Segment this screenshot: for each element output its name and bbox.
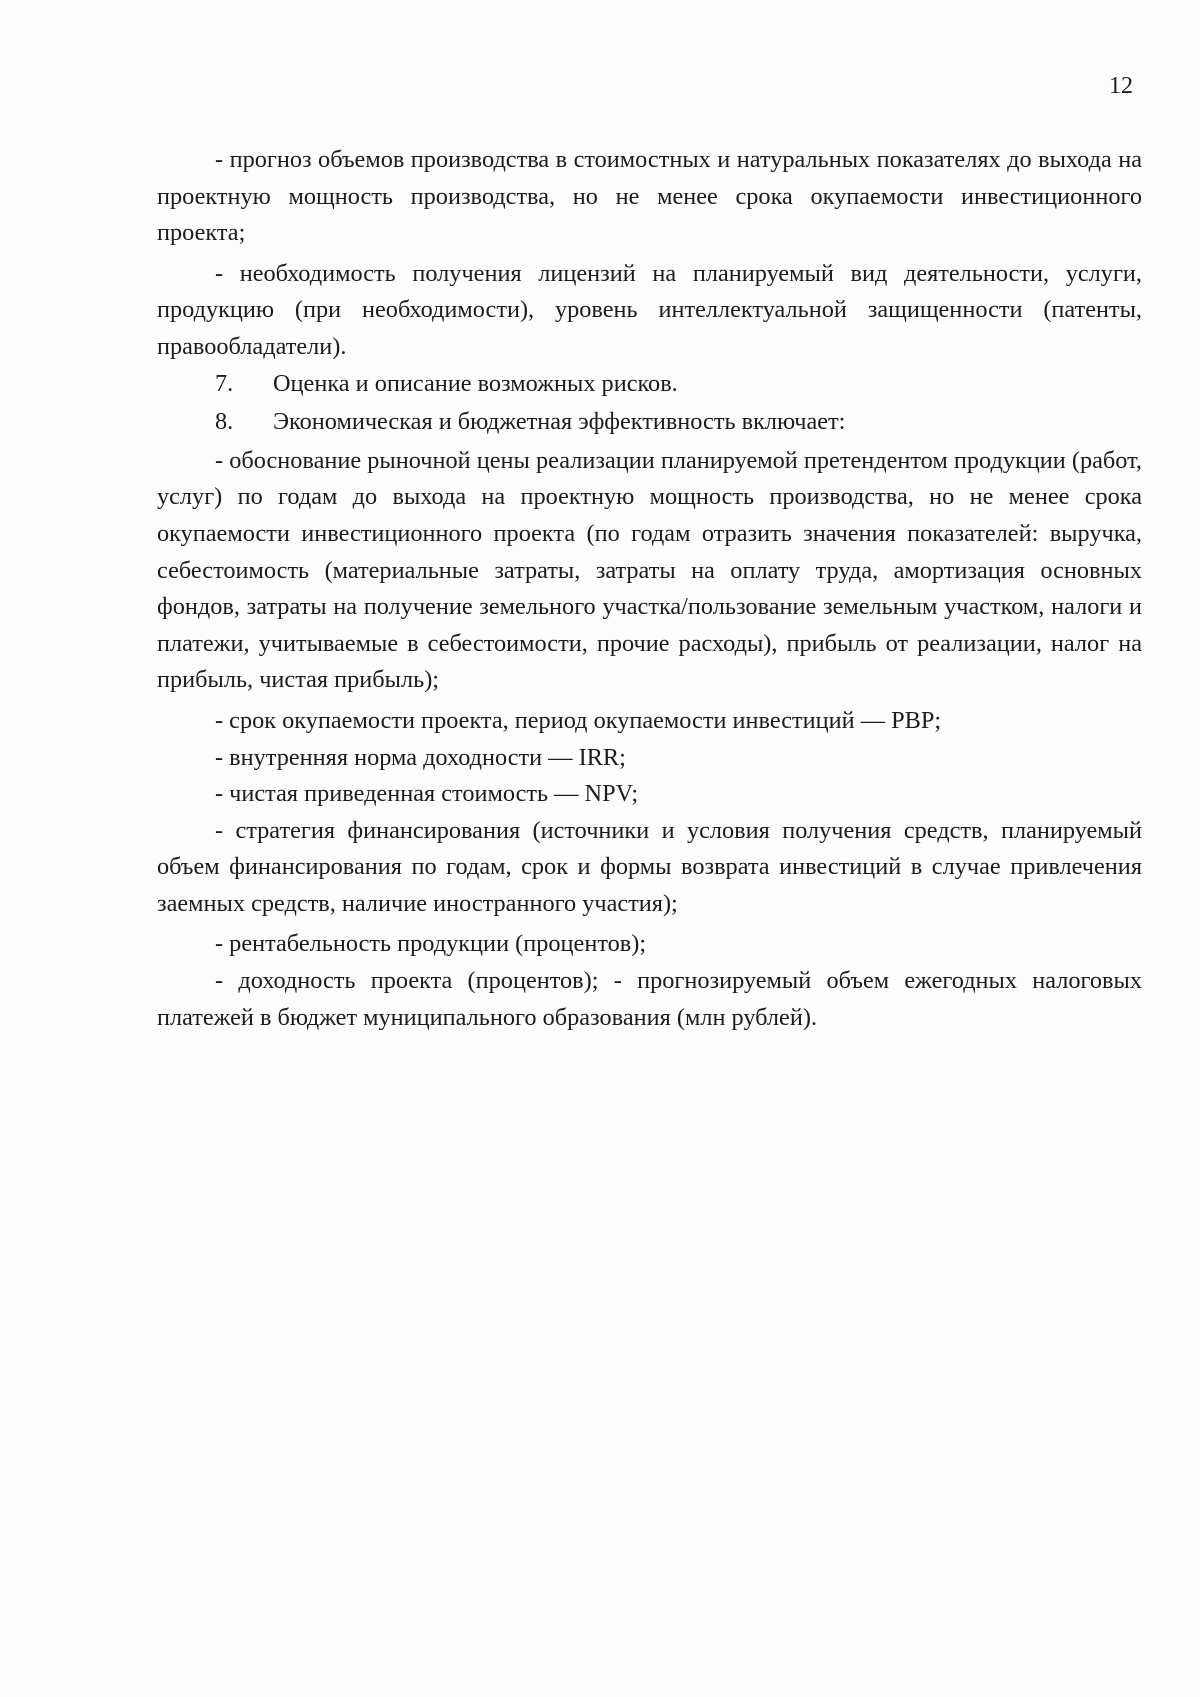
paragraph: - необходимость получения лицензий на планируемый вид деятельности, услуги, продукцию (при необходимости), уровень интеллектуальной защищенности (патенты, правообладатели). [157, 259, 1142, 360]
numbered-item [157, 404, 1142, 441]
page-number: 12 [1109, 73, 1133, 99]
item-number: 8. [215, 408, 234, 436]
list-item: - срок окупаемости проекта, период окупаемости инвестиций — PBP; [215, 706, 942, 734]
list-item: - обоснование рыночной цены реализации планируемой претендентом продукции (работ, услуг) по годам до выхода на проектную мощность производства, но не менее срока окупаемости инвестиционного проекта (по годам отразить значения показателей: выручка, себестоимость (материальные затраты, затраты на оплату труда, амортизация основных фондов, затраты на получение земельного участка/пользование земельным участком, налоги и платежи, учитываемые в себестоимости, прочие расходы), прибыль от реализации, налог на прибыль, чистая прибыль); [157, 446, 1142, 694]
list-item: - чистая приведенная стоимость — NPV; [215, 780, 639, 808]
item-number: 7. [215, 369, 234, 397]
item-text: Оценка и описание возможных рисков. [273, 369, 678, 397]
numbered-item [157, 366, 1142, 403]
paragraph: - прогноз объемов производства в стоимостных и натуральных показателях до выхода на проектную мощность производства, но не менее срока окупаемости инвестиционного проекта; [157, 146, 1142, 247]
list-item: - внутренняя норма доходности — IRR; [215, 743, 626, 771]
item-text: Экономическая и бюджетная эффективность включает: [273, 408, 846, 436]
document-body [157, 142, 1142, 1040]
list-item: - доходность проекта (процентов); - прогнозируемый объем ежегодных налоговых платежей в бюджет муниципального образования (млн рублей). [157, 967, 1142, 1031]
list-item: - стратегия финансирования (источники и условия получения средств, планируемый объем финансирования по годам, срок и формы возврата инвестиций в случае привлечения заемных средств, наличие иностранного участия); [157, 816, 1142, 917]
list-item: - рентабельность продукции (процентов); [215, 930, 647, 958]
